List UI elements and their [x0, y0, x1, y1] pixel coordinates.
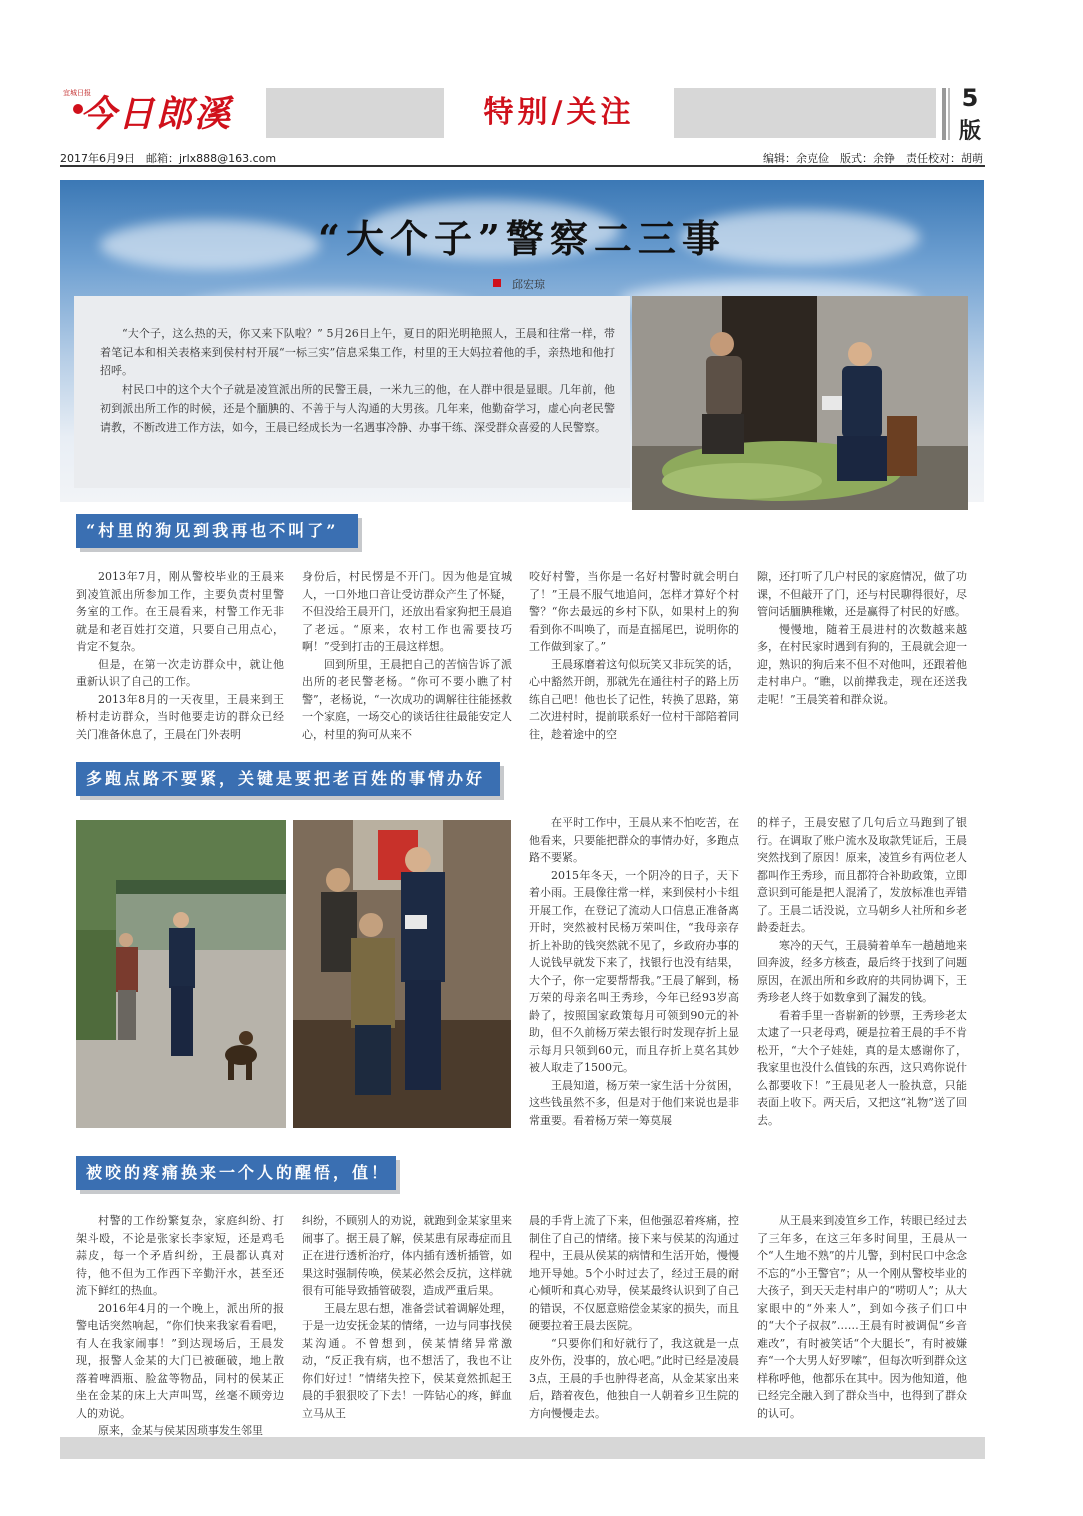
masthead-bar-right [674, 88, 936, 138]
masthead-bar-left [266, 88, 444, 138]
paragraph: 身份后，村民愣是不开门。因为他是宜城人，一口外地口音让受访群众产生了怀疑，不但没给王晨开门，还放出看家狗把王晨追了老远。“原来，农村工作也需要技巧啊！”受到打击的王晨这样想。 [302, 570, 512, 653]
subhead-section-1: “村里的狗见到我再也不叫了” [76, 514, 358, 548]
page-number: 5 [961, 84, 979, 112]
author-byline: 邱宏琼 [512, 278, 545, 291]
paragraph: 从王晨来到凌笪乡工作，转眼已经过去了三年多，在这三年多时间里，王晨从一个“人生地不熟”的片儿警，到村民口中念念不忘的“小王警官”；从一个刚从警校毕业的大孩子，到天天走村串户的“唠叨人”；从大家眼中的“外来人”，到如今孩子们口中的“大个子叔叔”……王晨有时被调侃“乡音难改”，有时被笑话“个大腿长”，有时被嫌弃“一个大男人好罗嗦”，但每次听到群众这样称呼他，他都乐在其中。因为他知道，他已经完全融入到了群众当中，也得到了群众的认可。 [757, 1214, 967, 1420]
paragraph: 2016年4月的一个晚上，派出所的报警电话突然响起，“你们快来我家看看吧，有人在我家闹事！”到达现场后，王晨发现，报警人金某的大门已被砸破，地上散落着啤酒瓶、脸盆等物品，同村的侯某正坐在金某的床上大声叫骂，丝毫不顾旁边人的劝说。 [76, 1301, 284, 1420]
paragraph: 咬好村警，当你是一名好村警时就会明白了！”王晨不服气地追问，怎样才算好个村警？“你去最远的乡村下队，如果村上的狗看到你不叫唤了，而是直摇尾巴，说明你的工作做到家了。” [529, 570, 739, 653]
section1-column-3 [529, 568, 739, 743]
photo-officer-with-villager [632, 296, 968, 510]
section1-column-4 [757, 568, 967, 708]
divider [942, 88, 946, 140]
paragraph: 原来，金某与侯某因琐事发生邻里 [98, 1424, 263, 1437]
newspaper-logo: 今日郎溪 [80, 93, 233, 135]
footer-bar [60, 1437, 985, 1459]
paragraph: 慢慢地，随着王晨进村的次数越来越多，在村民家时遇到有狗的，王晨就会迎一迎，熟识的狗后来不但不对他叫，还跟着他走村串户。“瞧，以前撵我走，现在还送我走呢！”王晨笑着和群众说。 [757, 622, 967, 706]
intro-text [100, 325, 615, 437]
paragraph: 的样子，王晨安慰了几句后立马跑到了银行。在调取了账户流水及取款凭证后，王晨突然找到了原因！原来，凌笪乡有两位老人都叫作王秀珍，而且都符合补助政策，立即意识到可能是把人混淆了，发放标准也弄错了。王晨二话没说，立马朝乡人社所和乡老龄委赶去。 [757, 816, 967, 934]
paragraph: 王晨知道，杨万荣一家生活十分贫困，这些钱虽然不多，但是对于他们来说也是非常重要。看着杨万荣一筹莫展 [529, 1078, 739, 1127]
paragraph: 看着手里一沓崭新的钞票，王秀珍老太太逮了一只老母鸡，硬是拉着王晨的手不肯松开，“大个子娃娃，真的是太感谢你了，我家里也没什么值钱的东西，这只鸡你说什么都要收下！”王晨见老人一脸执意，只能表面上收下。两天后，又把这“礼物”送了回去。 [757, 1008, 967, 1127]
paragraph: 王晨琢磨着这句似玩笑又非玩笑的话，心中豁然开朗，那就先在通往村子的路上历练自己吧！他也长了记性，转换了思路，第二次进村时，提前联系好一位村干部陪着同往，趁着途中的空 [529, 657, 739, 741]
paragraph: 但是，在第一次走访群众中，就让他重新认识了自己的工作。 [76, 657, 284, 688]
paragraph: 2013年8月的一天夜里，王晨来到王桥村走访群众，当时他要走访的群众已经关门准备休息了，王晨在门外表明 [76, 692, 284, 741]
section1-column-1 [76, 568, 284, 743]
divider [948, 88, 950, 140]
section3-column-1 [76, 1212, 284, 1440]
paragraph: 回到所里，王晨把自己的苦恼告诉了派出所的老民警老杨。“你可不要小瞧了村警”，老杨说，“一次成功的调解往往能拯救一个家庭，一场交心的谈话往往最能安定人心，村里的狗可从来不 [302, 657, 512, 741]
subhead-section-2: 多跑点路不要紧，关键是要把老百姓的事情办好 [76, 762, 500, 796]
page-suffix: 版 [958, 119, 981, 144]
section3-column-2 [302, 1212, 512, 1422]
intro-paragraph: “大个子，这么热的天，你又来下队啦？” 5月26日上午，夏日的阳光明艳照人，王晨和往常一样，带着笔记本和相关表格来到侯村村开展“一标三实”信息采集工作，村里的王大妈拉着他的手，亲热地和他打招呼。 [100, 327, 615, 378]
section2-column-3 [529, 814, 739, 1129]
paragraph: 村警的工作纷繁复杂，家庭纠纷、打架斗殴，不论是张家长李家短，还是鸡毛蒜皮，每一个矛盾纠纷，王晨都认真对待，他不但为工作西下辛勤汗水，甚至还流下鲜红的热血。 [76, 1214, 284, 1297]
paragraph: 隙，还打听了几户村民的家庭情况，做了功课，不但敲开了门，还与村民聊得很好，尽管问话腼腆稚嫩，还是赢得了村民的好感。 [757, 570, 967, 618]
section2-column-4 [757, 814, 967, 1129]
author-marker-icon [493, 279, 501, 287]
section-title: 特别/关注 [483, 95, 635, 130]
editors-line: 编辑：余克俭 版式：余铮 责任校对：胡萌 [763, 152, 983, 165]
logo-small-text: 宜城日报 [63, 89, 91, 97]
date-email-line: 2017年6月9日 邮箱：jrlx888@163.com [60, 152, 277, 165]
photo-officer-with-elderly-woman [293, 820, 511, 1128]
paragraph: 寒冷的天气，王晨骑着单车一趟趟地来回奔波，经多方核查，最后终于找到了问题原因，在派出所和乡政府的共同协调下，王秀珍老人终于如数拿到了漏发的钱。 [757, 938, 967, 1004]
paragraph: 2015年冬天，一个阴冷的日子，天下着小雨。王晨像往常一样，来到侯村小卡组开展工作，在登记了流动人口信息正准备离开时，突然被村民杨万荣叫住，“我母亲存折上补助的钱突然就不见了，乡政府办事的人说钱早就发下来了，找银行也没有结果，大个子，你一定要帮帮我。”王晨了解到，杨万荣的母亲名叫王秀珍，今年已经93岁高龄了，按照国家政策每月可领到90元的补助，但不久前杨万荣去银行时发现存折上显示每月只领到60元，而且存折上莫名其妙被人取走了1500元。 [529, 868, 739, 1074]
section1-column-2 [302, 568, 512, 743]
section3-column-3 [529, 1212, 739, 1422]
article-headline: “大个子”警察二三事 [318, 216, 726, 261]
paragraph: 在平时工作中，王晨从来不怕吃苦，在他看来，只要能把群众的事情办好，多跑点路不要紧。 [529, 816, 739, 864]
paragraph: 王晨左思右想，准备尝试着调解处理，于是一边安抚金某的情绪，一边与同事找侯某沟通。不曾想到，侯某情绪异常激动，“反正我有病，也不想活了，我也不让你们好过！”情绪失控下，侯某竟然抓起王晨的手狠狠咬了下去！一阵钻心的疼，鲜血立马从王 [302, 1301, 512, 1420]
paragraph: 晨的手背上流了下来，但他强忍着疼痛，控制住了自己的情绪。接下来与侯某的沟通过程中，王晨从侯某的病情和生活开始，慢慢地开导她。5个小时过去了，经过王晨的耐心倾听和真心劝导，侯某最终认识到了自己的错误，不仅愿意赔偿金某家的损失，而且硬要拉着王晨去医院。 [529, 1214, 739, 1332]
intro-paragraph: 村民口中的这个大个子就是凌笪派出所的民警王晨，一米九三的他，在人群中很是显眼。几年前，他初到派出所工作的时候，还是个腼腆的、不善于与人沟通的大男孩。几年来，他勤奋学习，虚心向老民警请教，不断改进工作方法，如今，王晨已经成长为一名遇事冷静、办事干练、深受群众喜爱的人民警察。 [100, 383, 615, 434]
masthead-rule [60, 165, 985, 167]
paragraph: 纠纷，不顾别人的劝说，就跑到金某家里来闹事了。据王晨了解，侯某患有尿毒症而且正在进行透析治疗，体内插有透析插管，如果这时强制传唤，侯某必然会反抗，这样就很有可能导致插管破裂，造成严重后果。 [302, 1214, 512, 1297]
photo-officer-with-elder-and-dog [76, 820, 286, 1128]
subhead-section-3: 被咬的疼痛换来一个人的醒悟，值！ [76, 1156, 396, 1190]
paragraph: 2013年7月，刚从警校毕业的王晨来到凌笪派出所参加工作，主要负责村里警务室的工作。在王晨看来，村警工作无非就是和老百姓打交道，只要自己用点心，肯定不复杂。 [76, 570, 284, 653]
section3-column-4 [757, 1212, 967, 1422]
paragraph: “只要你们和好就行了，我这就是一点皮外伤，没事的，放心吧。”此时已经是凌晨3点，王晨的手也肿得老高，从金某家出来后，踏着夜色，他独自一人朝着乡卫生院的方向慢慢走去。 [529, 1336, 739, 1420]
